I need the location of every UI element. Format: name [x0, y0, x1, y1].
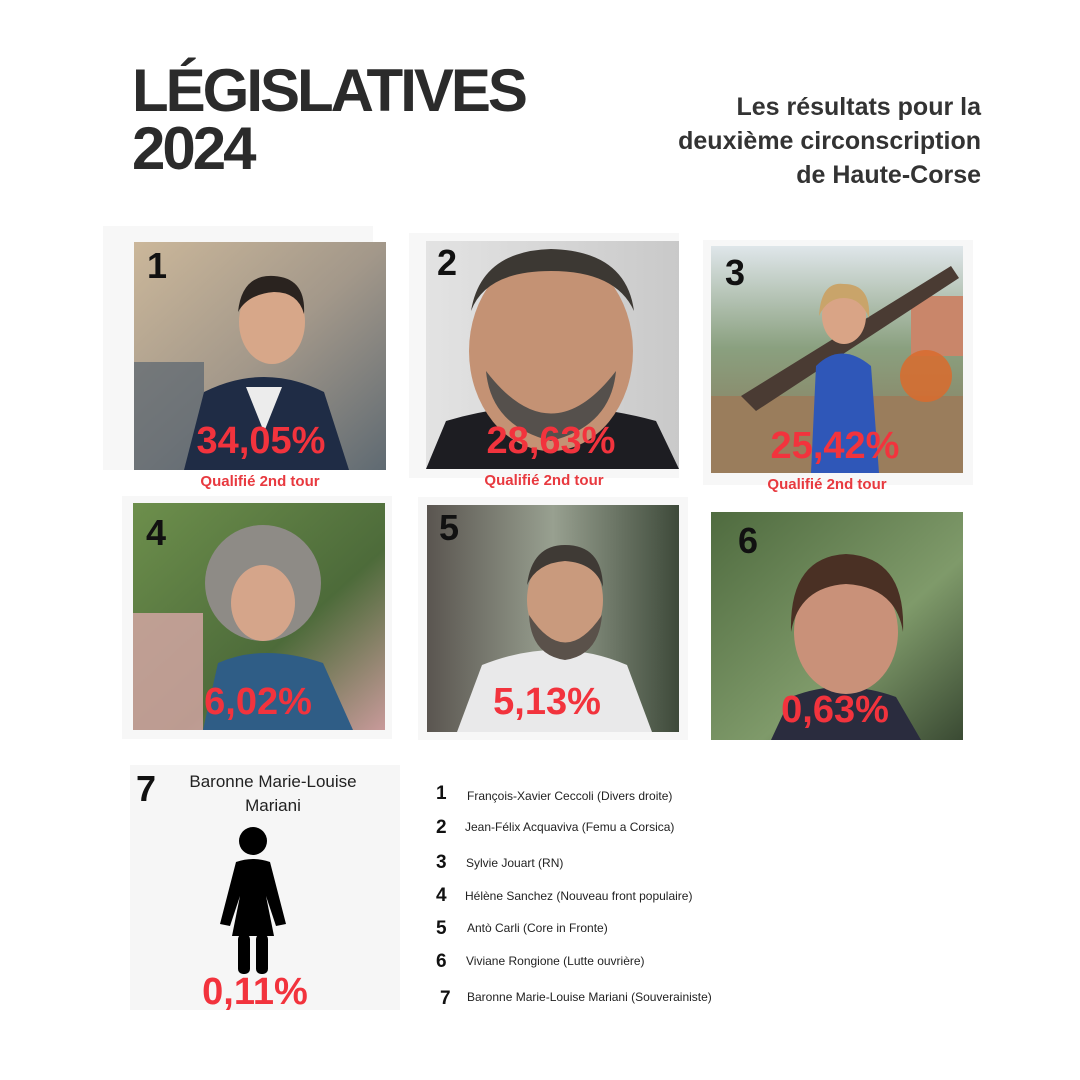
legend-number-7: 7 [440, 988, 451, 1009]
rank-number-5: 5 [439, 507, 460, 548]
legend-number-2: 2 [436, 817, 447, 838]
legend-entry-3: Sylvie Jouart (RN) [466, 856, 564, 870]
rank-number-6: 6 [738, 520, 759, 561]
title-line-1: LÉGISLATIVES [132, 57, 525, 124]
vote-percent-3: 25,42% [770, 425, 900, 467]
page-subtitle [621, 90, 981, 192]
candidate-name-7: Baronne Marie-Louise Mariani [189, 772, 357, 815]
legend-number-4: 4 [436, 885, 447, 906]
subtitle-line-2: deuxième circonscription [678, 127, 981, 155]
vote-percent-5: 5,13% [493, 681, 601, 723]
title-line-2: 2024 [132, 115, 254, 182]
legend-entry-1: François-Xavier Ceccoli (Divers droite) [467, 789, 673, 803]
page-title [132, 57, 525, 182]
legend-number-6: 6 [436, 951, 447, 972]
qualification-badge-1: Qualifié 2nd tour [200, 473, 320, 490]
woman-silhouette-icon [218, 826, 288, 974]
legend-number-3: 3 [436, 852, 447, 873]
qualification-badge-3: Qualifié 2nd tour [767, 476, 887, 493]
subtitle-line-1: Les résultats pour la [736, 93, 981, 121]
vote-percent-1: 34,05% [196, 420, 326, 462]
legend-entry-5: Antò Carli (Core in Fronte) [467, 921, 608, 935]
rank-number-3: 3 [725, 252, 746, 293]
rank-number-7: 7 [136, 768, 157, 809]
legend-number-1: 1 [436, 783, 447, 804]
rank-number-2: 2 [437, 242, 458, 283]
qualification-badge-2: Qualifié 2nd tour [484, 472, 604, 489]
vote-percent-2: 28,63% [486, 420, 616, 462]
legend-entry-2: Jean-Félix Acquaviva (Femu a Corsica) [465, 820, 675, 834]
subtitle-line-3: de Haute-Corse [796, 161, 981, 189]
rank-number-4: 4 [146, 512, 167, 553]
vote-percent-7: 0,11% [202, 971, 308, 1013]
legend-number-5: 5 [436, 918, 447, 939]
legend-entry-6: Viviane Rongione (Lutte ouvrière) [466, 954, 645, 968]
vote-percent-6: 0,63% [781, 689, 889, 731]
vote-percent-4: 6,02% [204, 681, 312, 723]
legend-entry-4: Hélène Sanchez (Nouveau front populaire) [465, 889, 693, 903]
rank-number-1: 1 [147, 245, 168, 286]
legend-entry-7: Baronne Marie-Louise Mariani (Souverainiste) [467, 990, 712, 1004]
